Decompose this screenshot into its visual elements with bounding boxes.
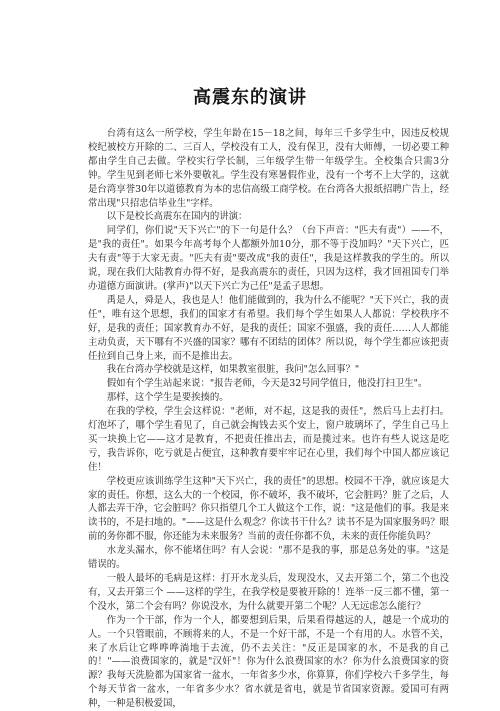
paragraph: 水龙头漏水，你不能堵住吗？有人会说："那不是我的事，那是总务处的事。"这是错误的。 bbox=[88, 545, 449, 571]
paragraph: 假如有个学生站起来说："报告老师，今天是32号同学值日，他没打扫卫生"。 bbox=[106, 378, 428, 390]
paragraph: 以下是校长高震东在国内的讲演： bbox=[106, 211, 248, 223]
paragraph: 一般人最坏的毛病是这样：打开水龙头后，发现没水，又去开第二个，第二个也没有，又去开第三个 ——这样的学生，在我学校是要被开除的！连举一反三都不懂，第一个没水，第二个会有吗？你说没水，为什么就要开第二个呢？人无远虑怎么能行？ bbox=[88, 573, 449, 612]
paragraph: 禹是人，舜是人，我也是人！他们能做到的，我为什么不能呢？"天下兴亡，我的责任"，唯有这个思想，我们的国家才有希望。我们每个学生如果人人都说：学校秩序不好，是我的责任；国家教育办不好，是我的责任；国家不强盛，我的责任……人人都能主动负责，天下哪有不兴盛的国家？哪有不团结的团体？所以说，每个学生都应该把责任拉到自己身上来，而不是推出去。 bbox=[88, 294, 449, 362]
document-body bbox=[88, 127, 449, 711]
paragraph: 作为一个干部，作为一个人，都要想到后果，后果看得越远的人，越是一个成功的人。一个只管眼前，不顾将来的人，不是一个好干部，不是一个有用的人。水管不关，来了水后让它哗哗哗淌地于去流，仍不去关注："反正是国家的水，不是我的自己的！"——浪费国家的，就是"汉奸"！你为什么浪费国家的水？你为什么浪费国家的资源？我每天洗脸都为国家省一盆水，一年省多少水，你算算，你们学校六千多学生，每个每天节省一盆水，一年省多少水？省水就是省电，就是节省国家资源。爱国可有两种，一种是积极爱国， bbox=[88, 614, 449, 710]
paragraph: 台湾有这么一所学校，学生年龄在15－18之间，每年三千多学生中，因违反校规校纪被校方开除的二、三百人，学校没有工人，没有保卫，没有大师傅，一切必要工种都由学生自己去做。学校实行学长制，三年级学生带一年级学生。全校集合只需3分钟。学生见到老师七米外要敬礼。学生没有寒暑假作业，没有一个考不上大学的，这就是台湾享誉30年以道德教育为本的忠信高级工商学校。在台湾各大报纸招聘广告上，经常出现"只招忠信毕业生"字样。 bbox=[88, 128, 449, 209]
paragraph: 同学们，你们说"天下兴亡"的下一句是什么？（台下声音："匹夫有责"）——不，是"我的责任"。如果今年高考每个人都额外加10分，那不等于没加吗？"天下兴亡，匹夫有责"等于大家无责。"匹夫有责"要改成"我的责任"，我是这样教我的学生的。所以说，现在我们大陆教育办得不好，是我高震东的责任，只因为这样，我才回祖国专门举办道德方面演讲。(掌声)"以天下兴亡为己任"是孟子思想。 bbox=[88, 225, 449, 292]
paragraph: 在我的学校，学生会这样说："老师，对不起，这是我的责任"，然后马上去打扫。灯泡坏了，哪个学生看见了，自己就会掏钱去买个安上，窗户玻璃坏了，学生自己马上买一块换上它——这才是教育，不把责任推出去，而是揽过来。也许有些人说这是吃亏，我告诉你，吃亏就是占便宜，这种教育要牢牢记在心里，我们每个中国人都应该记住！ bbox=[88, 406, 449, 473]
document-title: 高震东的演讲 bbox=[193, 87, 307, 108]
paragraph: 学校更应该训练学生这种"天下兴亡，我的责任"的思想。校园不干净，就应该是大家的责任。你想，这么大的一个校园，你不破坏，我不破坏，它会脏吗？脏了之后，人人都去弄干净，它会脏吗？你只指望几个工人做这个工作，说："这是他们的事。我是来读书的，不是扫地的。"——这是什么观念？你读书干什么？读书不是为国家服务吗？眼前的务你都不服，你还能为未来服务？当前的责任你都不负，未来的责任你能负吗？ bbox=[88, 475, 449, 543]
paragraph: 那样，这个学生是要挨揍的。 bbox=[106, 392, 229, 404]
paragraph: 我在台湾办学校就是这样，如果教室很脏，我问"怎么回事？" bbox=[106, 364, 360, 376]
